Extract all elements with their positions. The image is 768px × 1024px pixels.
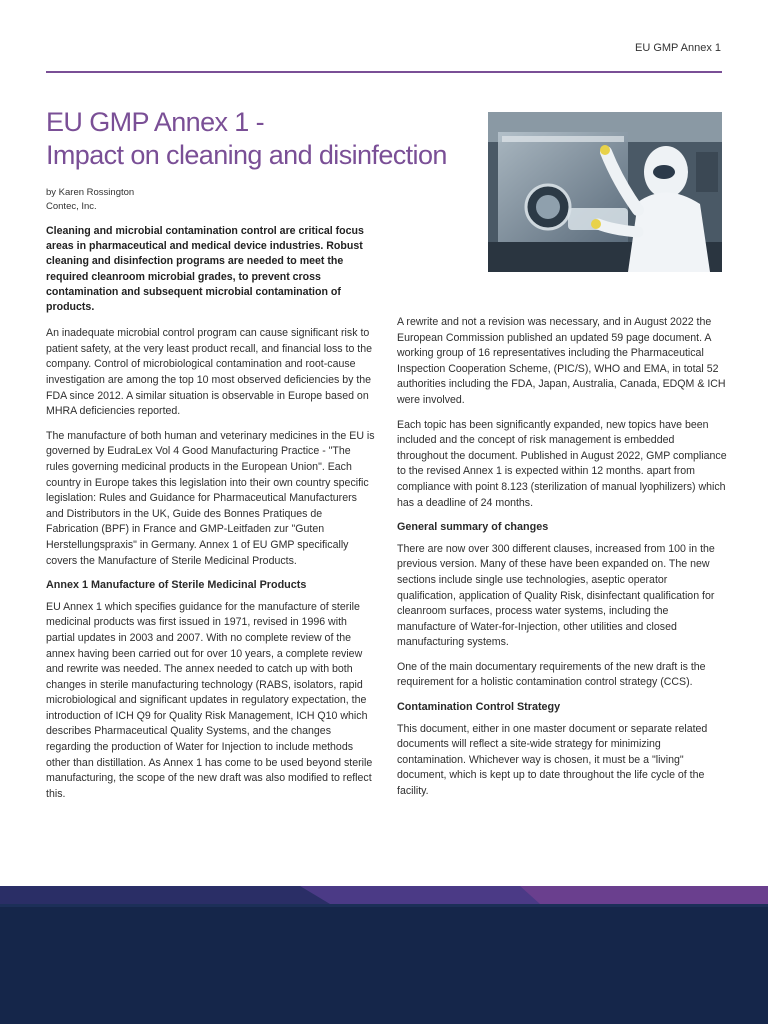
section-heading-ccs: Contamination Control Strategy [397,701,561,714]
left-column [46,224,376,811]
body-paragraph: A rewrite and not a revision was necessary, and in August 2022 the European Commission published an updated 59 page document. A working group of 16 representatives including the Pharmaceutical Inspection Cooperation Scheme, (PIC/S), WHO and EMA, in total 52 authorities including the FDA, Japan, Australia, Canada, EDQM & ICH were involved. [397,316,726,406]
body-paragraph: The manufacture of both human and veterinary medicines in the EU is governed by EudraLex Vol 4 Good Manufacturing Practice - "The rules governing medicinal products in the European Union". Each country in Europe takes this legislation into their own country specific legislation: Rules and Guidance for Pharmaceutical Manufacturers and Distributors in the UK, Guide des Bonnes Pratiques de Fabrication (BPF) in France and GMP-Leitfaden zur "Guten Herstellungspraxis" in Germany. Annex 1 of EU GMP specifically covers the Manufacture of Sterile Medicinal Products. [46,429,375,567]
running-header: EU GMP Annex 1 [634,42,721,54]
footer-band [0,886,768,1024]
body-paragraph: Each topic has been significantly expanded, new topics have been included and the concept of risk management is embedded throughout the document. Published in August 2022, GMP compliance to the revised Annex 1 is expected within 12 months. apart from compliance with point 8.123 (sterilization of manual lyophilizers) which has a deadline of 24 months. [397,418,727,509]
body-paragraph: An inadequate microbial control program can cause significant risk to patient safety, at the very least product recall, and financial loss to the company. Control of microbiological contamination and root-cause investigation are among the top 10 most observed deficiencies by the FDA since 2012. A similar situation is observable in Europe based on MHRA deficiencies reported. [46,327,373,418]
author-organization: Contec, Inc. [46,201,97,212]
body-paragraph: There are now over 300 different clauses, increased from 100 in the previous version. Many of these have been expanded on. The new sections include single use technologies, aseptic operator qualification, application of Quality Risk, disinfectant qualification for cleanroom surfaces, process water systems, including the manufacture of Water-for-Injection, other utilities and closed manufacturing systems. [397,542,715,649]
title-line-2: Impact on cleaning and disinfection [46,140,447,170]
cleanroom-photo-illustration [488,112,722,272]
right-column [397,315,727,809]
author-name: by Karen Rossington [46,187,135,198]
section-heading-annex1: Annex 1 Manufacture of Sterile Medicinal Products [46,579,307,592]
footer-stripe-decoration [0,886,768,1024]
section-heading-general-summary: General summary of changes [397,521,549,534]
body-paragraph: One of the main documentary requirements of the new draft is the requirement for a holistic contamination control strategy (CCS). [397,660,706,689]
article-title [46,106,466,172]
cleanroom-worker-photo [488,112,722,272]
title-line-1: EU GMP Annex 1 - [46,107,265,137]
header-divider [46,71,722,73]
body-paragraph: This document, either in one master document or separate related documents will reflect a site-wide strategy for minimizing contamination. Whichever way is chosen, it must be a "living" document, which is kept up to date throughout the life cycle of the facility. [397,722,708,798]
body-paragraph: EU Annex 1 which specifies guidance for the manufacture of sterile medicinal products was first issued in 1971, revised in 1996 with partial updates in 2003 and 2007. With no complete review of the annex having been carried out for over 10 years, a complete review and rewrite was needed. The annex needed to catch up with both changes in sterile manufacturing technology (RABS, isolators, rapid microbiological and significant updates in regulatory expectation, the introduction of ICH Q9 for Quality Risk Management, ICH Q10 which describes Pharmaceutical Quality Systems, and the changes regarding the production of Water for Injection to include methods other than distillation. As Annex 1 has come to be used beyond sterile manufacturing, the scope of the new draft was also modified to reflect this. [46,600,373,800]
byline [46,186,134,214]
lead-paragraph: Cleaning and microbial contamination control are critical focus areas in pharmaceutical and medical device industries. Robust cleaning and disinfection programs are needed to meet the required cleanroom microbial grades, to prevent cross contamination and subsequent microbial contamination of products. [46,225,364,314]
